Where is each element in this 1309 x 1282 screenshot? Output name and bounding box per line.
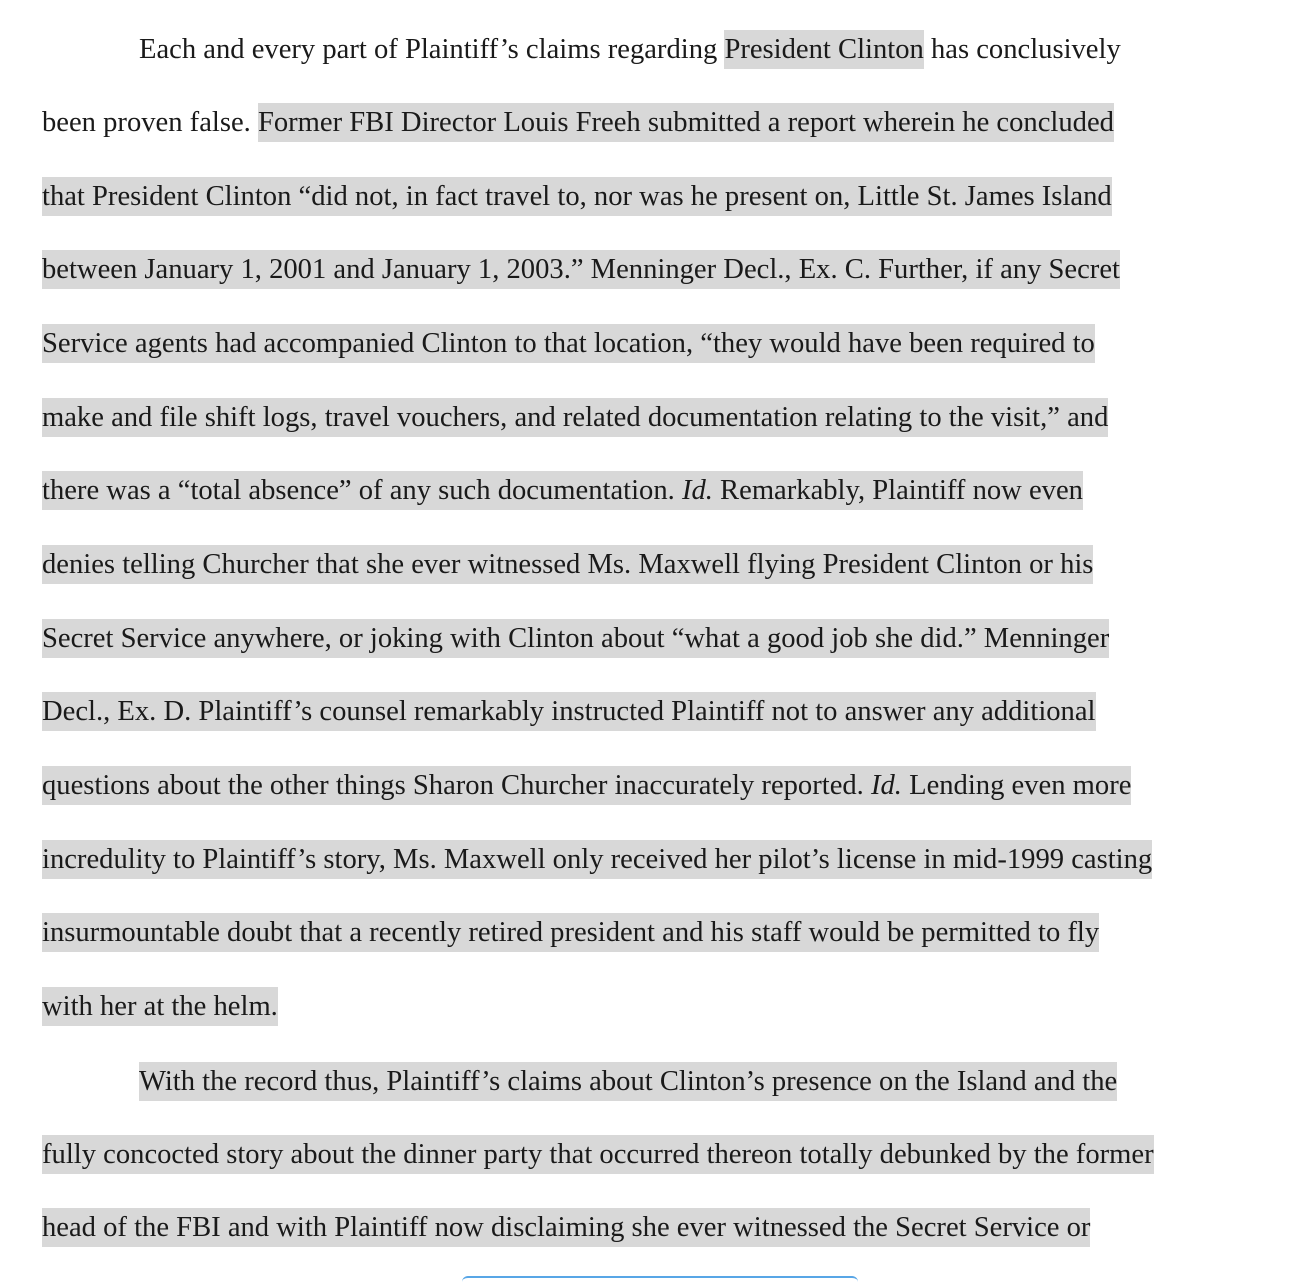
highlighted-text[interactable]: denies telling Churcher that she ever witnessed Ms. Maxwell flying President Clinton or his — [42, 545, 1093, 584]
highlighted-text[interactable]: insurmountable doubt that a recently retired president and his staff would be permitted to fly — [42, 913, 1099, 952]
highlighted-text[interactable]: head of the FBI and with Plaintiff now disclaiming she ever witnessed the Secret Service or — [42, 1208, 1090, 1247]
highlighted-text[interactable]: fully concocted story about the dinner party that occurred thereon totally debunked by the former — [42, 1135, 1154, 1174]
highlighted-text[interactable]: Service agents had accompanied Clinton to that location, “they would have been required to — [42, 324, 1095, 363]
paragraph-1-line-8 — [42, 545, 1093, 585]
text-run: been proven false. — [42, 107, 258, 138]
paragraph-1-line-14 — [42, 987, 278, 1027]
highlighted-text[interactable]: President Clinton — [724, 30, 923, 69]
paragraph-1-line-13 — [42, 913, 1099, 953]
highlighted-text[interactable]: incredulity to Plaintiff’s story, Ms. Maxwell only received her pilot’s license in mid-1999 casting — [42, 840, 1152, 879]
highlighted-text[interactable]: that President Clinton “did not, in fact travel to, nor was he present on, Little St. James Island — [42, 177, 1112, 216]
paragraph-1-line-4 — [42, 250, 1120, 290]
highlighted-text[interactable]: with her at the helm. — [42, 987, 278, 1026]
highlighted-text[interactable]: make and file shift logs, travel vouchers, and related documentation relating to the visit,” and — [42, 398, 1108, 437]
paragraph-2-line-1 — [139, 1062, 1117, 1102]
highlighted-text[interactable]: Former FBI Director Louis Freeh submitted a report wherein he concluded — [258, 103, 1114, 142]
paragraph-1-line-2 — [42, 103, 1114, 143]
highlighted-text[interactable]: Secret Service anywhere, or joking with Clinton about “what a good job she did.” Menninger — [42, 619, 1109, 658]
paragraph-2-line-3 — [42, 1208, 1090, 1248]
paragraph-1-line-6 — [42, 398, 1108, 438]
paragraph-2-line-2 — [42, 1135, 1154, 1175]
text-run: there was a “total absence” of any such documentation. — [42, 475, 682, 506]
paragraph-1-line-1 — [139, 30, 1121, 70]
paragraph-1-line-10 — [42, 692, 1096, 732]
paragraph-1-line-3 — [42, 177, 1112, 217]
citation-id: Id. — [681, 475, 713, 506]
text-run: has conclusively — [923, 34, 1121, 65]
paragraph-1-line-7 — [42, 471, 1083, 511]
highlighted-text[interactable]: Decl., Ex. D. Plaintiff’s counsel remarkably instructed Plaintiff not to answer any additional — [42, 692, 1096, 731]
paragraph-1-line-12 — [42, 840, 1152, 880]
highlighted-text[interactable]: With the record thus, Plaintiff’s claims about Clinton’s presence on the Island and the — [139, 1062, 1117, 1101]
page-break-marker — [462, 1276, 858, 1282]
citation-id: Id. — [870, 770, 902, 801]
text-run: questions about the other things Sharon Churcher inaccurately reported. — [42, 770, 871, 801]
text-run: Remarkably, Plaintiff now even — [712, 475, 1083, 506]
paragraph-1-line-5 — [42, 324, 1095, 364]
highlighted-text[interactable]: between January 1, 2001 and January 1, 2003.” Menninger Decl., Ex. C. Further, if any Secret — [42, 250, 1120, 289]
paragraph-1-line-9 — [42, 619, 1109, 659]
paragraph-1-line-11 — [42, 766, 1131, 806]
text-run: Each and every part of Plaintiff’s claims regarding — [139, 34, 725, 65]
text-run: Lending even more — [901, 770, 1132, 801]
highlighted-text[interactable] — [42, 471, 1083, 510]
highlighted-text[interactable] — [42, 766, 1131, 805]
